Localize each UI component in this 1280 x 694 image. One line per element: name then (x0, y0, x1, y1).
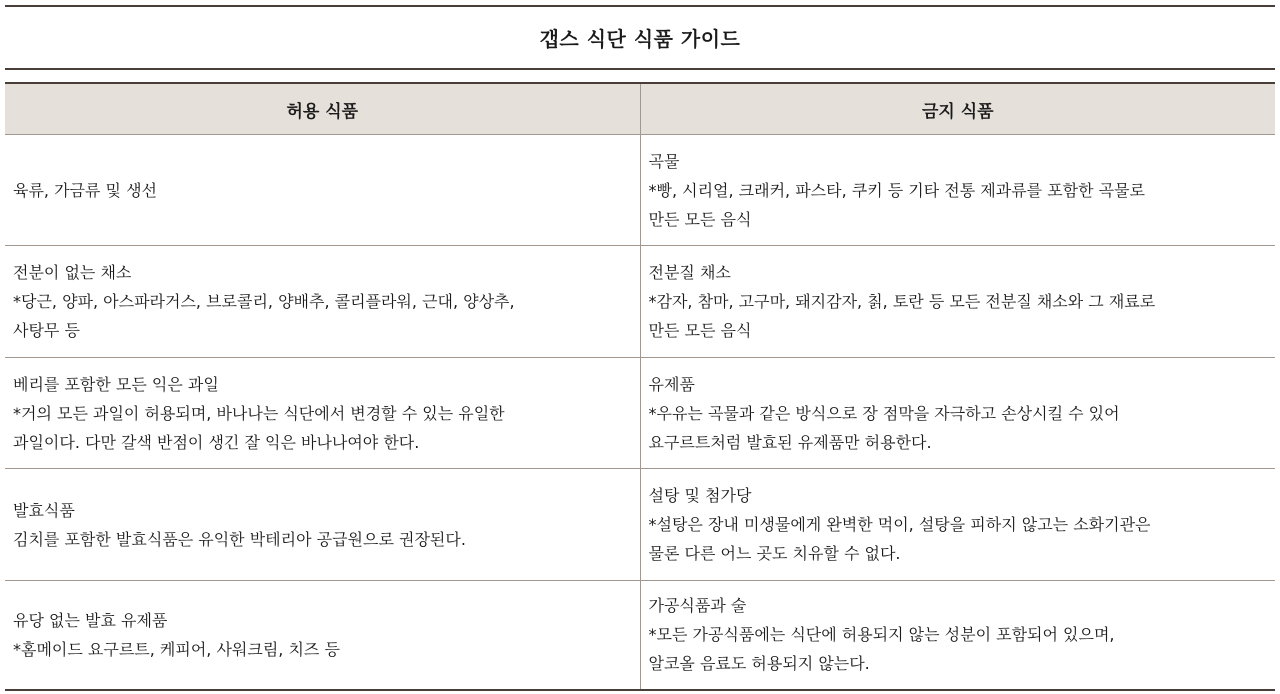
cell-line: 발효식품 (13, 500, 75, 520)
forbidden-cell (640, 135, 1275, 246)
cell-line: 요구르트처럼 발효된 유제품만 허용한다. (648, 432, 932, 452)
table-row (5, 581, 1275, 690)
cell-line: *빵, 시리얼, 크래커, 파스타, 쿠키 등 기타 전통 제과류를 포함한 곡물로 (648, 180, 1146, 200)
cell-line: *설탕은 장내 미생물에게 완벽한 먹이, 설탕을 피하지 않고는 소화기관은 (648, 515, 1151, 534)
header-allowed: 허용 식품 (5, 83, 640, 135)
allowed-cell (5, 581, 640, 690)
table-row (5, 469, 1275, 581)
header-forbidden: 금지 식품 (640, 83, 1275, 135)
cell-line: *거의 모든 과일이 허용되며, 바나나는 식단에서 변경할 수 있는 유일한 (13, 403, 505, 423)
cell-line: 알코올 음료도 허용되지 않는다. (648, 654, 870, 674)
cell-line: *우유는 곡물과 같은 방식으로 장 점막을 자극하고 손상시킬 수 있어 (648, 403, 1120, 423)
forbidden-cell (640, 358, 1275, 469)
cell-line: *홈메이드 요구르트, 케피어, 사워크림, 치즈 등 (13, 639, 340, 659)
allowed-cell (5, 358, 640, 469)
cell-line: 만든 모든 음식 (648, 209, 752, 229)
food-guide-table (5, 82, 1275, 691)
header-row (5, 83, 1275, 135)
allowed-cell (5, 469, 640, 581)
table-row (5, 358, 1275, 469)
title-rule (5, 68, 1275, 70)
table-title: 갭스 식단 식품 가이드 (539, 27, 741, 51)
forbidden-cell (640, 581, 1275, 690)
cell-line: 김치를 포함한 발효식품은 유익한 박테리아 공급원으로 권장된다. (13, 529, 466, 549)
allowed-cell (5, 246, 640, 358)
title-band (5, 7, 1275, 68)
cell-line: 가공식품과 술 (648, 596, 747, 616)
cell-line: 전분질 채소 (648, 263, 731, 282)
cell-line: *모든 가공식품에는 식단에 허용되지 않는 성분이 포함되어 있으며, (648, 625, 1115, 645)
allowed-cell (5, 135, 640, 246)
table-row (5, 246, 1275, 358)
cell-line: 곡물 (648, 151, 680, 171)
cell-line: 물론 다른 어느 곳도 치유할 수 없다. (648, 544, 901, 563)
cell-line: 과일이다. 다만 갈색 반점이 생긴 잘 익은 바나나여야 한다. (13, 432, 420, 452)
cell-line: *감자, 참마, 고구마, 돼지감자, 칡, 토란 등 모든 전분질 채소와 그 재료로 (648, 292, 1156, 311)
forbidden-cell (640, 246, 1275, 358)
cell-line: 전분이 없는 채소 (13, 263, 132, 282)
forbidden-cell (640, 469, 1275, 581)
cell-line: 설탕 및 첨가당 (648, 486, 752, 505)
cell-line: 육류, 가금류 및 생선 (13, 180, 157, 200)
cell-line: 유제품 (648, 374, 695, 394)
table-row (5, 135, 1275, 246)
cell-line: 베리를 포함한 모든 익은 과일 (13, 374, 219, 394)
cell-line: 사탕무 등 (13, 321, 80, 340)
cell-line: 만든 모든 음식 (648, 321, 752, 340)
cell-line: *당근, 양파, 아스파라거스, 브로콜리, 양배추, 콜리플라워, 근대, 양상추, (13, 292, 515, 311)
cell-line: 유당 없는 발효 유제품 (13, 610, 168, 630)
